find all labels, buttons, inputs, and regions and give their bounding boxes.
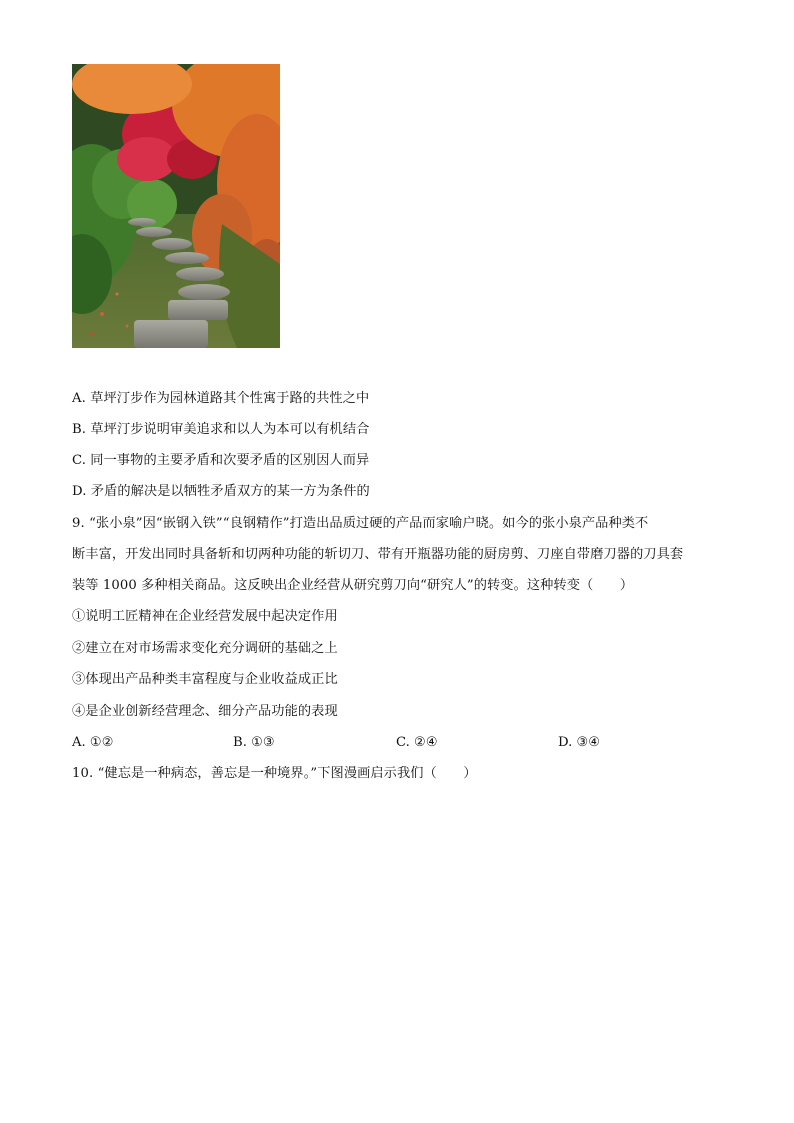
- q9-stem-line-1: 9. “张小泉”因“嵌钢入铁”“良钢精作”打造出品质过硬的产品而家喻户晓。如今的张小泉产品种类不: [72, 516, 649, 531]
- q8-option-a: A. 草坪汀步作为园林道路其个性寓于路的共性之中: [72, 391, 370, 406]
- q10-stem: 10. “健忘是一种病态，善忘是一种境界。”下图漫画启示我们（ ）: [72, 766, 477, 781]
- q9-choice-a[interactable]: A. ①②: [72, 735, 114, 750]
- q8-option-c: C. 同一事物的主要矛盾和次要矛盾的区别因人而异: [72, 453, 370, 468]
- q9-stem-line-3: 装等 1000 多种相关商品。这反映出企业经营从研究剪刀向“研究人”的转变。这种转变（ ）: [72, 578, 634, 593]
- garden-path-illustration: [72, 64, 280, 348]
- q9-stem-line-2: 断丰富，开发出同时具备斩和切两种功能的斩切刀、带有开瓶器功能的厨房剪、刀座自带磨刀器的刀具套: [72, 547, 684, 562]
- q9-choice-d[interactable]: D. ③④: [558, 735, 601, 750]
- q9-statement-3: ③体现出产品种类丰富程度与企业收益成正比: [72, 672, 338, 687]
- q9-statement-2: ②建立在对市场需求变化充分调研的基础之上: [72, 641, 338, 656]
- q9-statement-4: ④是企业创新经营理念、细分产品功能的表现: [72, 704, 338, 719]
- q9-statement-1: ①说明工匠精神在企业经营发展中起决定作用: [72, 609, 338, 624]
- q8-option-b: B. 草坪汀步说明审美追求和以人为本可以有机结合: [72, 422, 370, 437]
- q8-option-d: D. 矛盾的解决是以牺牲矛盾双方的某一方为条件的: [72, 484, 370, 499]
- q9-choices: [72, 733, 632, 753]
- q9-choice-b[interactable]: B. ①③: [233, 735, 275, 750]
- q9-choice-c[interactable]: C. ②④: [396, 735, 438, 750]
- garden-path-photo: [72, 64, 280, 348]
